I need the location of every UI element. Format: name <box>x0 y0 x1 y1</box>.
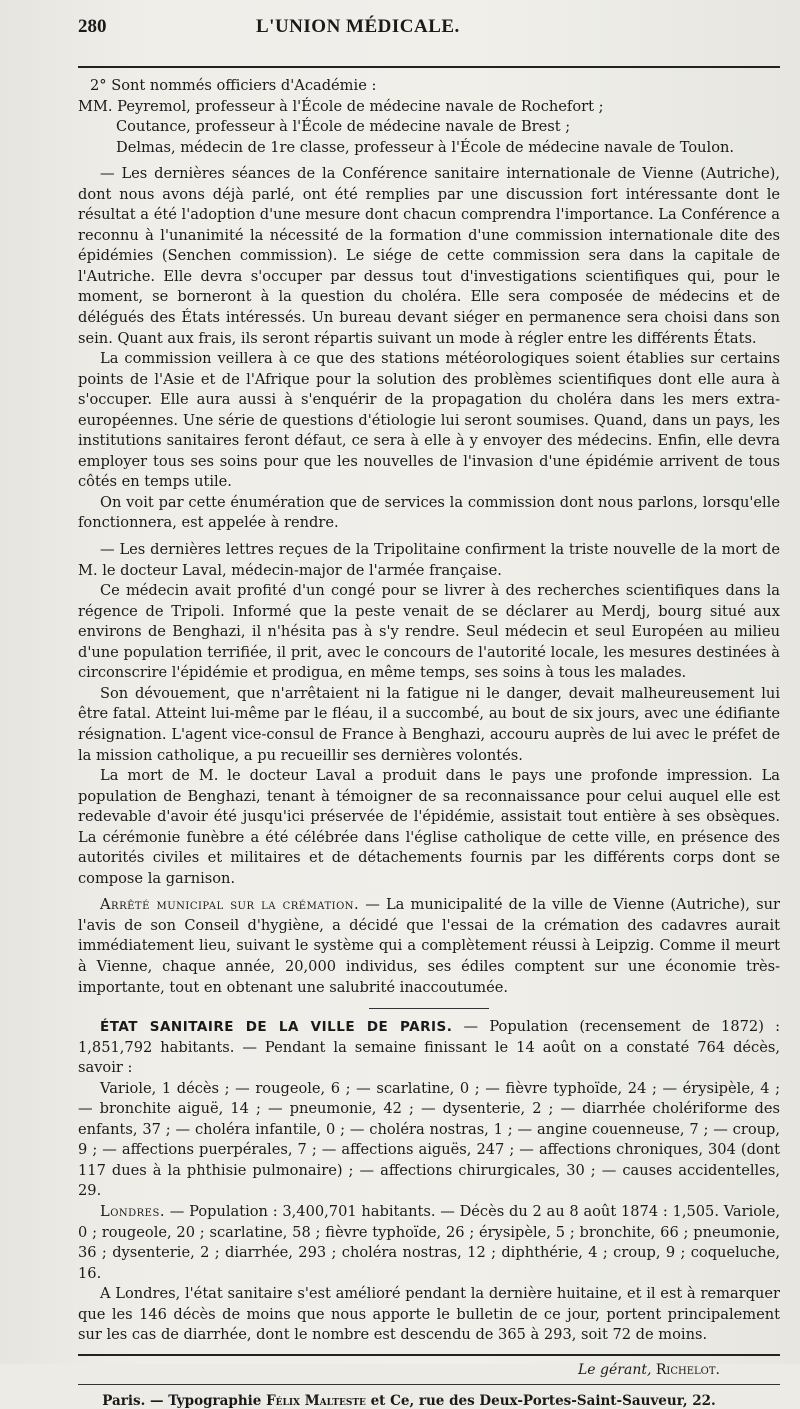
page-number: 280 <box>78 16 107 37</box>
officiers-intro: 2° Sont nommés officiers d'Académie : <box>90 77 377 94</box>
imprint-prefix: Paris. — Typographie <box>102 1392 262 1409</box>
conference-paragraph: — Les dernières séances de la Conférence sanitaire internationale de Vienne (Autriche), dont nous avons déjà parlé, ont été remplies par une discussion fort intéressante dont le résultat a été l'adoption d'une mesure dont chacun comprendra l'importance. La Conférence a reconnu à l'unanimité la nécessité de la formation d'une commission internationale dite des épidémies (Senchen commission). Le siége de cette commission sera dans la capitale de l'Autriche. Elle devra s'occuper par dessus tout d'investigations scientifiques qui, pour le moment, se borneront à la question du choléra. Elle sera composée de médecins et de délégués des États intéressés. Un bureau devant siéger en permanence sera choisi dans son sein. Quant aux frais, ils seront répartis suivant un mode à régler entre les différents États. <box>78 165 780 347</box>
conference-paragraph: On voit par cette énumération que de services la commission dont nous parlons, lorsqu'elle fonctionnera, est appelée à rendre. <box>78 493 780 532</box>
etat-sanitaire-paragraph <box>78 1017 780 1079</box>
article-body <box>78 76 780 1346</box>
londres-text: — Population : 3,400,701 habitants. — Décès du 2 au 8 août 1874 : 1,505. Variole, 0 ; rougeole, 20 ; scarlatine, 58 ; fièvre typhoïde, 26 ; érysipèle, 5 ; bronchite, 66 ; pneumonie, 36 ; dysenterie, 2 ; diarrhée, 293 ; choléra nostras, 12 ; diphthérie, 4 ; croup, 9 ; coqueluche, 16. <box>78 1202 780 1282</box>
gerant-name: Richelot. <box>655 1361 720 1378</box>
imprint-line <box>78 1393 780 1409</box>
imprint-rule <box>78 1384 780 1385</box>
footer-rule <box>78 1354 780 1356</box>
londres-comment: A Londres, l'état sanitaire s'est amélioré pendant la dernière huitaine, et il est à remarquer que les 146 décès de moins que nous apporte le bulletin de ce jour, portent principalement sur les cas de diarrhée, dont le nombre est descendu de 365 à 293, soit 72 de moins. <box>78 1285 780 1344</box>
laval-paragraph: — Les dernières lettres reçues de la Tripolitaine confirment la triste nouvelle de la mort de M. le docteur Laval, médecin-major de l'armée française. <box>78 541 780 579</box>
officiers-line: Delmas, médecin de 1re classe, professeur à l'École de médecine navale de Toulon. <box>116 138 735 156</box>
section-divider <box>369 1008 489 1009</box>
conference-paragraph: La commission veillera à ce que des stations météorologiques soient établies sur certains points de l'Asie et de l'Afrique pour la solution des problèmes scientifiques dont elle aura à s'occuper. Elle aura aussi à s'enquérir de la propagation du choléra dans les mers extra-européennes. Une série de questions d'étiologie lui seront soumises. Quand, dans un pays, les institutions sanitaires feront défaut, ce sera à elle à y envoyer des médecins. Enfin, elle devra employer tous ses soins pour que les nouvelles de l'invasion d'une épidémie arrivent de tous côtés en temps utile. <box>78 350 780 491</box>
etat-sanitaire-heading: ÉTAT SANITAIRE DE LA VILLE DE PARIS. <box>100 1019 453 1036</box>
gerant-line <box>78 1362 780 1378</box>
imprint-suffix: et Ce, rue des Deux-Portes-Saint-Sauveur, 22. <box>370 1392 716 1409</box>
cremation-heading: Arrêté municipal sur la crémation. <box>100 896 360 914</box>
laval-paragraph: Son dévouement, que n'arrêtaient ni la fatigue ni le danger, devait malheureusement lui être fatal. Atteint lui-même par le fléau, il a succombé, au bout de six jours, avec une édifiante résignation. L'agent vice-consul de France à Benghazi, accouru auprès de lui avec le préfet de la mission catholique, a pu recueillir ses dernières volontés. <box>78 684 780 764</box>
imprint-printer: Félix Malteste <box>266 1392 366 1409</box>
etat-sanitaire-details: Variole, 1 décès ; — rougeole, 6 ; — scarlatine, 0 ; — fièvre typhoïde, 24 ; — érysipèle, 4 ; — bronchite aiguë, 14 ; — pneumonie, 42 ; — dysenterie, 2 ; — diarrhée cholériforme des enfants, 37 ; — choléra infantile, 0 ; — choléra nostras, 1 ; — angine couenneuse, 7 ; — croup, 9 ; — affections puerpérales, 7 ; — affections aiguës, 247 ; — affections chroniques, 304 (dont 117 dues à la phthisie pulmonaire) ; — affections chirurgicales, 30 ; — causes accidentelles, 29. <box>78 1079 780 1200</box>
londres-heading: Londres. <box>100 1202 165 1220</box>
running-title: L'UNION MÉDICALE. <box>256 16 460 37</box>
officiers-line: MM. Peyremol, professeur à l'École de médecine navale de Rochefort ; <box>78 97 604 115</box>
cremation-text: — La municipalité de la ville de Vienne (Autriche), sur l'avis de son Conseil d'hygiène, a décidé que l'essai de la crémation des cadavres aurait immédiatement lieu, suivant le système qui a complètement réussi à Leipzig. Comme il meurt à Vienne, chaque année, 20,000 individus, ses édiles comptent sur une économie très-importante, tout en obtenant une salubrité inaccoutumée. <box>78 896 780 996</box>
page-header <box>78 16 780 46</box>
londres-paragraph <box>78 1202 780 1284</box>
laval-paragraph: La mort de M. le docteur Laval a produit dans le pays une profonde impression. La population de Benghazi, tenant à témoigner de sa reconnaissance pour celui auquel elle est redevable d'avoir été jusqu'ici préservée de l'épidémie, assistait tout entière à ses obsèques. La cérémonie funèbre a été célébrée dans l'église catholique de cette ville, en présence des autorités civiles et militaires et de détachements fournis par les différents corps dont se compose la garnison. <box>78 767 780 887</box>
header-rule <box>78 66 780 68</box>
laval-paragraph: Ce médecin avait profité d'un congé pour se livrer à des recherches scientifiques dans la régence de Tripoli. Informé que la peste venait de se déclarer au Merdj, bourg situé aux environs de Benghazi, il n'hésita pas à s'y rendre. Seul médecin et seul Européen au milieu d'une population terrifiée, il prit, avec le concours de l'autorité locale, les mesures destinées à circonscrire l'épidémie et prodigua, en même temps, ses soins à tous les malades. <box>78 582 780 682</box>
etat-sanitaire-intro: — Population (recensement de 1872) : 1,851,792 habitants. — Pendant la semaine finissant le 14 août on a constaté 764 décès, savoir : <box>78 1018 780 1077</box>
gerant-label: Le gérant, <box>578 1361 652 1378</box>
officiers-line: Coutance, professeur à l'École de médecine navale de Brest ; <box>116 118 571 136</box>
cremation-paragraph <box>78 895 780 998</box>
